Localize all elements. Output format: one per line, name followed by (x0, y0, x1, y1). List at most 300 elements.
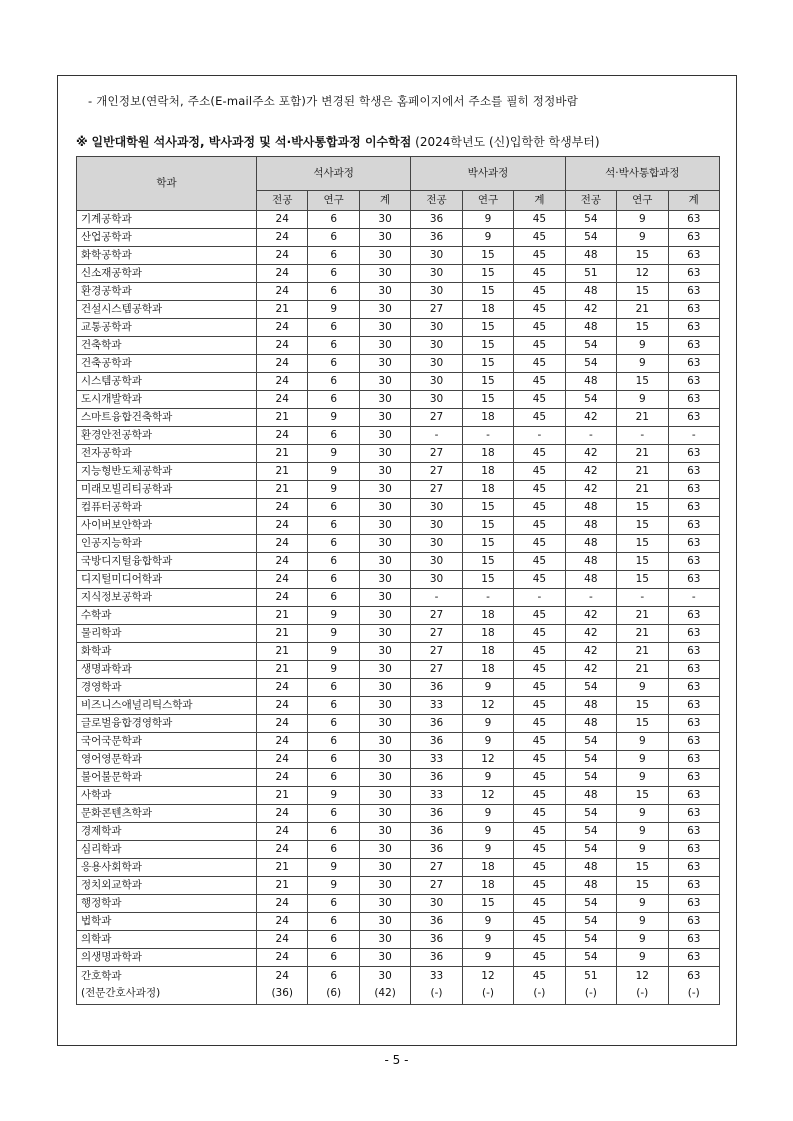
doctoral-group-header: 박사과정 (411, 157, 565, 191)
credit-cell: 21 (257, 661, 308, 679)
credit-cell: 63 (668, 715, 720, 733)
credit-cell: 21 (257, 877, 308, 895)
dept-name: 환경공학과 (77, 283, 257, 301)
credit-cell: 30 (359, 607, 410, 625)
credit-cell: 45 (514, 481, 565, 499)
credit-cell: 48 (565, 283, 616, 301)
credit-cell: 27 (411, 301, 462, 319)
credit-cell: 9 (462, 715, 513, 733)
table-row (77, 589, 720, 607)
table-row (77, 337, 720, 355)
credit-cell: 45 (514, 823, 565, 841)
credit-cell: 54 (565, 949, 616, 967)
credit-cell: 42 (565, 625, 616, 643)
credit-cell: 63 (668, 499, 720, 517)
credit-cell: 18 (462, 877, 513, 895)
credit-cell: - (668, 427, 720, 445)
credit-cell: 42 (565, 481, 616, 499)
credit-cell: 9 (462, 805, 513, 823)
credit-cell: 9 (617, 913, 668, 931)
credit-cell: 6 (308, 283, 359, 301)
credit-cell: 30 (359, 319, 410, 337)
subheader-research: 연구 (462, 191, 513, 211)
table-row (77, 751, 720, 769)
table-row (77, 391, 720, 409)
credit-cell: - (668, 589, 720, 607)
dept-name: 건설시스템공학과 (77, 301, 257, 319)
credit-cell: 33 (411, 697, 462, 715)
credit-cell: 36 (411, 211, 462, 229)
credit-cell: 63 (-) (668, 967, 720, 1005)
credit-cell: 30 (359, 553, 410, 571)
table-row (77, 679, 720, 697)
credit-cell: 6 (308, 499, 359, 517)
credit-cell: 6 (308, 823, 359, 841)
credit-cell: 30 (359, 913, 410, 931)
table-row (77, 283, 720, 301)
credit-cell: 45 (514, 625, 565, 643)
credit-cell: 63 (668, 859, 720, 877)
credit-cell: - (462, 589, 513, 607)
credit-cell: 30 (359, 679, 410, 697)
credit-cell: 45 (514, 895, 565, 913)
dept-name: 응용사회학과 (77, 859, 257, 877)
credit-cell: 30 (411, 517, 462, 535)
credit-cell: 30 (411, 355, 462, 373)
credit-cell: 30 (359, 337, 410, 355)
credit-cell: 24 (257, 337, 308, 355)
credit-cell: 45 (514, 607, 565, 625)
credit-cell: 9 (617, 679, 668, 697)
credit-cell: 63 (668, 265, 720, 283)
credit-cell: 45 (514, 715, 565, 733)
integrated-group-header: 석·박사통합과정 (565, 157, 719, 191)
table-row (77, 931, 720, 949)
credit-cell: 63 (668, 571, 720, 589)
credit-cell: 30 (359, 841, 410, 859)
table-row (77, 913, 720, 931)
credit-cell: 9 (308, 643, 359, 661)
credit-cell: 30 (359, 751, 410, 769)
credit-cell: 45 (514, 337, 565, 355)
credit-cell: 27 (411, 463, 462, 481)
table-row (77, 607, 720, 625)
credit-cell: 30 (359, 571, 410, 589)
credit-cell: 45 (514, 949, 565, 967)
subheader-total: 계 (514, 191, 565, 211)
credit-cell: 51 (565, 265, 616, 283)
section-heading (76, 133, 600, 150)
credit-cell: 54 (565, 679, 616, 697)
credit-cell: 18 (462, 409, 513, 427)
credit-cell: 27 (411, 643, 462, 661)
credit-cell: - (617, 589, 668, 607)
credit-cell: 48 (565, 859, 616, 877)
table-body (77, 211, 720, 1005)
dept-name: 기계공학과 (77, 211, 257, 229)
table-row (77, 427, 720, 445)
dept-name: 교통공학과 (77, 319, 257, 337)
credit-cell: 9 (617, 355, 668, 373)
credit-cell: 63 (668, 463, 720, 481)
credit-cell: 36 (411, 733, 462, 751)
credit-cell: 9 (308, 607, 359, 625)
credit-cell: 6 (308, 733, 359, 751)
credit-cell: 27 (411, 445, 462, 463)
credit-cell: 45 (514, 265, 565, 283)
credit-cell: 30 (411, 499, 462, 517)
dept-name: 환경안전공학과 (77, 427, 257, 445)
credit-cell: 6 (308, 697, 359, 715)
credit-cell: 30 (411, 265, 462, 283)
table-row (77, 949, 720, 967)
credit-cell: 9 (462, 949, 513, 967)
credit-cell: 42 (565, 643, 616, 661)
credit-cell: 48 (565, 535, 616, 553)
credit-cell: 6 (308, 913, 359, 931)
credit-cell: 30 (411, 247, 462, 265)
credit-cell: 24 (257, 517, 308, 535)
credit-cell: 63 (668, 283, 720, 301)
credit-cell: 30 (359, 589, 410, 607)
credit-cell: 45 (514, 787, 565, 805)
credit-cell: 63 (668, 787, 720, 805)
credit-cell: 48 (565, 517, 616, 535)
credit-cell: 63 (668, 769, 720, 787)
credit-cell: 15 (617, 247, 668, 265)
credit-cell: 12 (462, 751, 513, 769)
credit-cell: 6 (308, 373, 359, 391)
credit-cell: 63 (668, 733, 720, 751)
masters-group-header: 석사과정 (257, 157, 411, 191)
credit-cell: 45 (514, 661, 565, 679)
credit-cell: 27 (411, 409, 462, 427)
credit-cell: 21 (257, 301, 308, 319)
credit-cell: 30 (359, 769, 410, 787)
dept-name: 불어불문학과 (77, 769, 257, 787)
dept-name: 행정학과 (77, 895, 257, 913)
credit-cell: 15 (462, 283, 513, 301)
credit-cell: 54 (565, 823, 616, 841)
credit-cell: 21 (617, 301, 668, 319)
credit-cell: 42 (565, 301, 616, 319)
credit-cell: 15 (462, 391, 513, 409)
credit-cell: 45 (514, 841, 565, 859)
credit-cell: 63 (668, 805, 720, 823)
credit-cell: 63 (668, 355, 720, 373)
table-row (77, 697, 720, 715)
credit-cell: 63 (668, 697, 720, 715)
credit-cell: 15 (617, 553, 668, 571)
credit-cell: 21 (257, 445, 308, 463)
credit-cell: 45 (514, 571, 565, 589)
credit-cell: 24 (257, 373, 308, 391)
credit-cell: 21 (257, 481, 308, 499)
credit-cell: - (514, 589, 565, 607)
subheader-major: 전공 (411, 191, 462, 211)
dept-name: 디지털미디어학과 (77, 571, 257, 589)
credit-cell: 21 (617, 409, 668, 427)
credit-cell: 15 (462, 535, 513, 553)
credit-cell: 6 (308, 229, 359, 247)
credit-cell: 15 (617, 373, 668, 391)
credit-cell: 63 (668, 535, 720, 553)
credit-cell: 30 (359, 625, 410, 643)
dept-name: 국어국문학과 (77, 733, 257, 751)
credit-cell: 15 (462, 517, 513, 535)
table-row (77, 715, 720, 733)
dept-name: 비즈니스애널리틱스학과 (77, 697, 257, 715)
credit-cell: 15 (617, 499, 668, 517)
credit-cell: 33 (-) (411, 967, 462, 1005)
credit-cell: 54 (565, 931, 616, 949)
credit-cell: 54 (565, 337, 616, 355)
credit-cell: 30 (359, 787, 410, 805)
credit-cell: 9 (308, 787, 359, 805)
credit-cell: 24 (257, 265, 308, 283)
credit-cell: 21 (617, 481, 668, 499)
credit-cell: 24 (257, 247, 308, 265)
credit-cell: 24 (257, 751, 308, 769)
credit-cell: 21 (257, 625, 308, 643)
credit-cell: 30 (359, 697, 410, 715)
credit-cell: 9 (308, 409, 359, 427)
dept-name: 수학과 (77, 607, 257, 625)
credit-cell: 63 (668, 517, 720, 535)
credit-cell: 54 (565, 913, 616, 931)
credit-cell: 63 (668, 247, 720, 265)
credit-cell: 24 (257, 499, 308, 517)
dept-name: 경영학과 (77, 679, 257, 697)
credit-cell: 45 (514, 355, 565, 373)
dept-name: 글로벌융합경영학과 (77, 715, 257, 733)
credit-cell: 6 (308, 715, 359, 733)
credit-cell: 9 (617, 931, 668, 949)
table-row (77, 499, 720, 517)
credit-cell: 36 (411, 679, 462, 697)
table-row (77, 373, 720, 391)
credit-cell: 15 (617, 517, 668, 535)
credit-cell: 63 (668, 337, 720, 355)
credit-cell: 30 (359, 535, 410, 553)
credit-cell: 24 (257, 931, 308, 949)
credit-cell: 45 (514, 409, 565, 427)
credit-cell: 24 (257, 679, 308, 697)
credit-cell: 21 (257, 607, 308, 625)
credit-cell: 24 (257, 229, 308, 247)
credit-cell: 30 (359, 661, 410, 679)
credit-cell: 45 (514, 517, 565, 535)
credit-cell: 9 (308, 301, 359, 319)
dept-name: 사학과 (77, 787, 257, 805)
credit-cell: 24 (257, 697, 308, 715)
credit-cell: 18 (462, 859, 513, 877)
credit-cell: 48 (565, 715, 616, 733)
credit-cell: 24 (257, 733, 308, 751)
dept-column-header: 학과 (77, 157, 257, 211)
dept-name: 경제학과 (77, 823, 257, 841)
contact-update-note: - 개인정보(연락처, 주소(E-mail주소 포함)가 변경된 학생은 홈페이지에서 주소를 필히 정정바람 (88, 94, 579, 108)
credit-cell: 15 (462, 373, 513, 391)
credit-cell: 6 (308, 931, 359, 949)
credit-cell: 54 (565, 211, 616, 229)
credit-cell: 36 (411, 229, 462, 247)
dept-name: 스마트융합건축학과 (77, 409, 257, 427)
credit-cell: 9 (308, 661, 359, 679)
heading-title: 일반대학원 석사과정, 박사과정 및 석·박사통합과정 이수학점 (91, 135, 412, 149)
credit-cell: 30 (411, 895, 462, 913)
credit-cell: 30 (359, 859, 410, 877)
subheader-total: 계 (359, 191, 410, 211)
credit-cell: 48 (565, 697, 616, 715)
credit-cell: 24 (257, 391, 308, 409)
credit-cell: 6 (308, 589, 359, 607)
credit-cell: 15 (462, 247, 513, 265)
dept-name: 사이버보안학과 (77, 517, 257, 535)
dept-name: 법학과 (77, 913, 257, 931)
dept-name: 시스템공학과 (77, 373, 257, 391)
credit-cell: 45 (514, 247, 565, 265)
dept-name: 심리학과 (77, 841, 257, 859)
credit-cell: 63 (668, 445, 720, 463)
credit-cell: 21 (617, 661, 668, 679)
credit-cell: 30 (359, 715, 410, 733)
credit-cell: 24 (257, 895, 308, 913)
credit-cell: 18 (462, 625, 513, 643)
credit-cell: 63 (668, 895, 720, 913)
credit-cell: 45 (514, 211, 565, 229)
dept-name: 컴퓨터공학과 (77, 499, 257, 517)
heading-subtitle: (2024학년도 (신)입학한 학생부터) (415, 135, 600, 149)
credit-cell: 30 (359, 301, 410, 319)
credit-cell: - (514, 427, 565, 445)
credit-cell: 12 (462, 697, 513, 715)
credit-cell: 36 (411, 949, 462, 967)
credit-cell: 6 (308, 211, 359, 229)
credit-cell: 33 (411, 751, 462, 769)
credit-cell: 27 (411, 481, 462, 499)
credit-cell: 9 (462, 841, 513, 859)
credit-cell: 30 (411, 373, 462, 391)
credit-cell: 24 (257, 283, 308, 301)
credit-cell: 45 (514, 697, 565, 715)
credit-cell: 45 (514, 463, 565, 481)
credit-cell: 9 (462, 679, 513, 697)
credit-cell: 6 (308, 319, 359, 337)
credit-cell: 21 (617, 463, 668, 481)
credit-cell: 54 (565, 805, 616, 823)
credit-cell: 45 (514, 229, 565, 247)
credit-cell: 48 (565, 877, 616, 895)
subheader-major: 전공 (257, 191, 308, 211)
table-row (77, 301, 720, 319)
credit-cell: 63 (668, 391, 720, 409)
credit-cell: 48 (565, 571, 616, 589)
credit-cell: 48 (565, 787, 616, 805)
credit-cell: 9 (617, 337, 668, 355)
credit-cell: 30 (359, 643, 410, 661)
table-row (77, 445, 720, 463)
credit-cell: 21 (257, 643, 308, 661)
table-row (77, 463, 720, 481)
dept-name: 문화콘텐츠학과 (77, 805, 257, 823)
credit-cell: - (565, 427, 616, 445)
credit-cell: 24 (257, 571, 308, 589)
heading-mark: ※ (76, 135, 88, 149)
credit-cell: 51 (-) (565, 967, 616, 1005)
credit-cell: 12 (617, 265, 668, 283)
credit-cell: 42 (565, 409, 616, 427)
dept-name: 의생명과학과 (77, 949, 257, 967)
credit-cell: 30 (411, 571, 462, 589)
credit-cell: - (411, 589, 462, 607)
dept-name: 간호학과 (81, 970, 122, 982)
credit-cell: 45 (514, 751, 565, 769)
credit-cell: 36 (411, 931, 462, 949)
dept-name: 영어영문학과 (77, 751, 257, 769)
credit-cell: 6 (308, 355, 359, 373)
table-row (77, 661, 720, 679)
credit-cell: 45 (514, 301, 565, 319)
dept-name: 물리학과 (77, 625, 257, 643)
credit-cell: 30 (359, 931, 410, 949)
credit-cell: 9 (462, 823, 513, 841)
credit-cell: 21 (257, 409, 308, 427)
credit-cell: 30 (359, 283, 410, 301)
credit-cell: - (565, 589, 616, 607)
credit-cell: 6 (308, 427, 359, 445)
credit-cell: 30 (359, 949, 410, 967)
credit-cell: 9 (617, 229, 668, 247)
dept-name: 화학공학과 (77, 247, 257, 265)
dept-name: 지식정보공학과 (77, 589, 257, 607)
credit-cell: 24 (257, 355, 308, 373)
credit-cell: 9 (617, 841, 668, 859)
credit-cell: 27 (411, 661, 462, 679)
credit-cell: 18 (462, 301, 513, 319)
dept-name: 국방디지털융합학과 (77, 553, 257, 571)
table-row (77, 769, 720, 787)
credit-cell: 15 (617, 877, 668, 895)
credit-cell: 54 (565, 733, 616, 751)
credit-cell: 48 (565, 319, 616, 337)
credit-cell: 42 (565, 445, 616, 463)
credit-cell: 63 (668, 643, 720, 661)
table-row (77, 517, 720, 535)
credit-cell: 24 (257, 769, 308, 787)
table-row (77, 355, 720, 373)
credit-cell: 33 (411, 787, 462, 805)
table-row-nursing (77, 967, 720, 1005)
credit-cell: 63 (668, 607, 720, 625)
credit-cell: 45 (514, 391, 565, 409)
credit-cell: 63 (668, 211, 720, 229)
table-row (77, 787, 720, 805)
table-row (77, 859, 720, 877)
credit-cell: 21 (617, 625, 668, 643)
dept-name: 생명과학과 (77, 661, 257, 679)
dept-name: 인공지능학과 (77, 535, 257, 553)
credit-cell: 63 (668, 481, 720, 499)
credit-cell: 15 (462, 571, 513, 589)
credit-cell: 63 (668, 913, 720, 931)
credit-cell: 24 (257, 553, 308, 571)
credit-cell: 12 (462, 787, 513, 805)
credit-cell: 27 (411, 877, 462, 895)
table-row (77, 877, 720, 895)
credit-cell: 36 (411, 913, 462, 931)
credit-cell: 15 (617, 571, 668, 589)
